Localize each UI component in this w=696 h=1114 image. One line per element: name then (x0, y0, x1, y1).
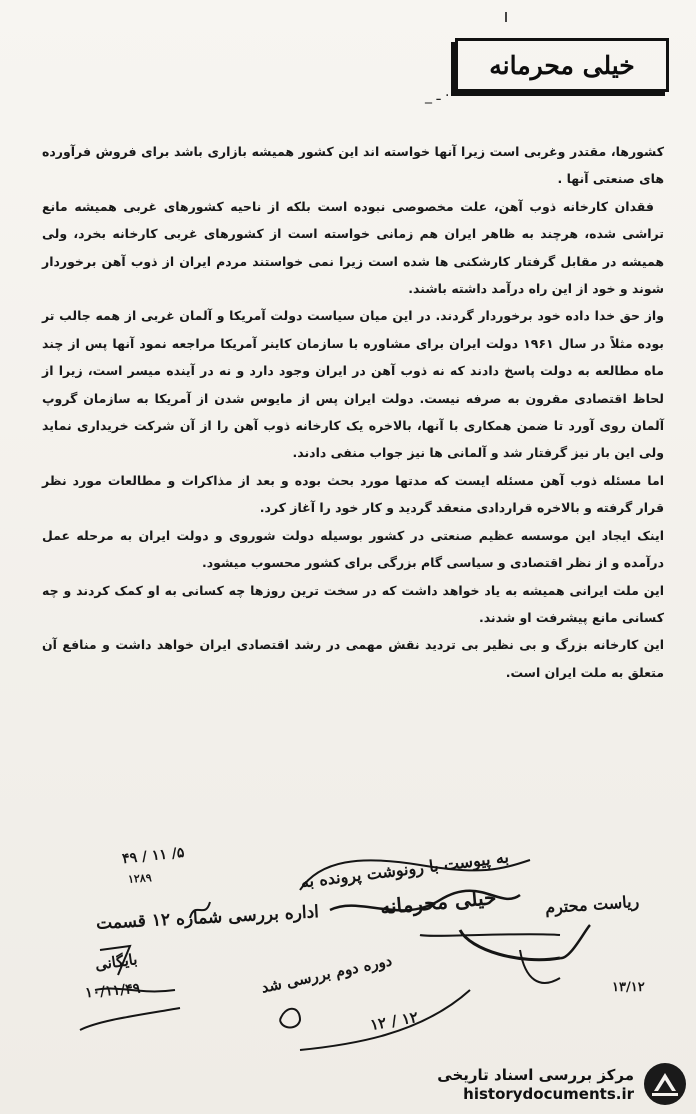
handwritten-bottom-note: دوره دوم بررسی شد (259, 951, 394, 997)
paragraph-7: این کارخانه بزرگ و بی نظیر بی تردید نقش مهمی در رشد اقتصادی ایران خواهد داشت و منافع آن متعلق به ملت ایران است. (42, 637, 664, 680)
logo-emblem-icon (642, 1061, 688, 1107)
logo-text (437, 1065, 634, 1103)
signature-area (0, 840, 696, 1070)
handwritten-main-secret: خیلی محرمانه (379, 884, 498, 920)
logo-text-persian: مرکز بررسی اسناد تاریخی (437, 1066, 634, 1084)
paragraph-1: کشورها، مقتدر وغربی است زیرا آنها خواسته اند این کشور همیشه بازاری باشد برای فروش فرآورده های صنعتی آنها . (42, 144, 664, 187)
handwritten-date-top: ۵/ ۱۱ / ۴۹ (121, 844, 186, 868)
paragraph-3: واز حق خدا داده خود برخوردار گردند. در این میان سیاست دولت آمریکا و آلمان غربی از همه جالب تر بوده مثلاً در سال ۱۹۶۱ دولت ایران برای مشاوره با سازمان کاینر آمریکا مراجعه نمود آنها پس از چند ماه مطالعه به دولت پاسخ دادند که نه ذوب آهن در ایران وجود دارد و نه در آینده میسر است، زیرا از لحاظ اقتصادی مقرون به صرفه نیست. دولت ایران پس از مایوس شدن از آمریکا به سازمان گروپ آلمان روی آورد تا ضمن همکاری با آنها، بالاخره یک کارخانه ذوب آهن را از آن شرکت خریداری نماید ولی این بار نیز گرفتار شد و آلمانی ها نیز جواب منفی دادند. (42, 308, 664, 461)
handwritten-main-number: ۱۳/۱۲ (612, 980, 645, 995)
handwritten-date-number: ۱۲۸۹ (127, 871, 153, 886)
paragraph-2: فقدان کارخانه ذوب آهن، علت مخصوصی نبوده است بلکه از ناحیه کشورهای غربی همیشه مانع تراشی شده، هرچند به ظاهر ایران هم زمانی خواسته است از کشورهای غربی کارخانه بخرد، ولی همیشه در مقابل گرفتار کارشکنی ها شده است زیرا نمی خواستند مردم ایران از ذوب آهن برخوردار شوند و خود از این راه درآمد داشته باشند. (42, 198, 664, 297)
paragraph-6: این ملت ایرانی همیشه به یاد خواهد داشت که در سخت ترین روزها چه کسانی به او کمک کردند و چه کسانی مانع پیشرفت او شدند. (42, 582, 664, 625)
edge-mark (505, 12, 507, 22)
handwritten-left-sign-2: ۱۰/۱۱/۴۹ (84, 980, 141, 1002)
handwritten-main-title: ریاست محترم (544, 891, 640, 918)
paragraph-5: اینک ایجاد این موسسه عظیم صنعتی در کشور بوسیله دولت شوروی و دولت ایران به مرحله عمل درآمده و از نظر اقتصادی و سیاسی گام بزرگی برای کشور محسوب میشود. (42, 527, 664, 571)
document-body (42, 138, 664, 686)
handwritten-bottom-date: ۱۲ / ۱۲ (368, 1007, 420, 1035)
handwritten-main-head: به پیوست با رونوشت پرونده به (299, 847, 510, 892)
classification-stamp (455, 38, 669, 92)
handwritten-left-note: اداره بررسی شماره ۱۲ قسمت (95, 902, 320, 934)
history-documents-logo (398, 1058, 688, 1110)
stamp-tick-mark: _ ـ · (425, 88, 450, 104)
classification-stamp-text: خیلی محرمانه (489, 50, 635, 80)
handwritten-left-sign: بایگانی (93, 950, 139, 974)
paragraph-4: اما مسئله ذوب آهن مسئله ایست که مدتها مورد بحث بوده و بعد از مذاکرات و مطالعات مورد نظر قرار گرفته و بالاخره قراردادی منعقد گردید و کار خود را آغاز کرد. (42, 472, 664, 516)
logo-text-english: historydocuments.ir (463, 1085, 634, 1103)
